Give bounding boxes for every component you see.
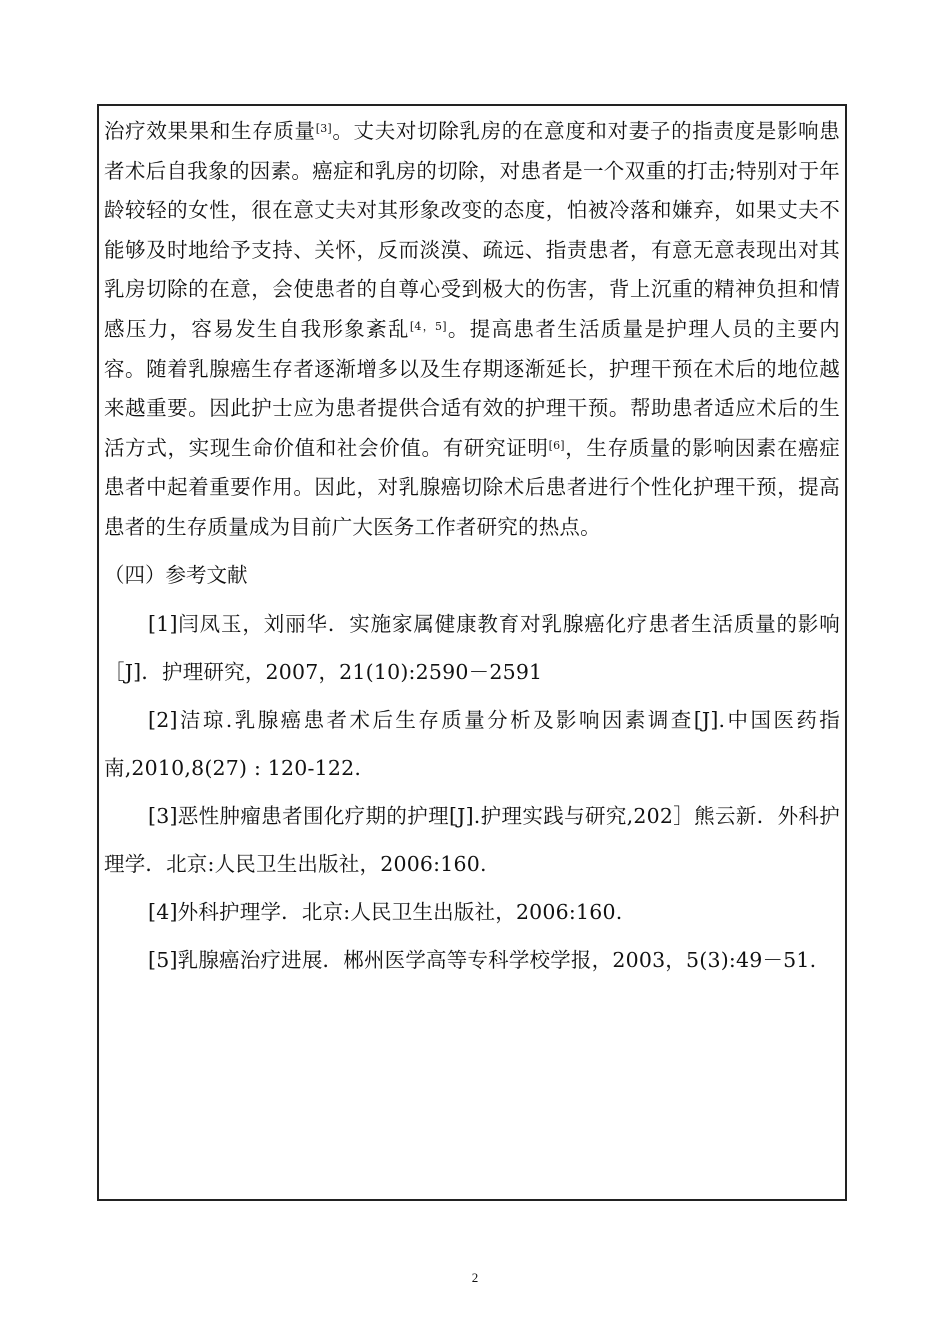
reference-item-3: [3]恶性肿瘤患者围化疗期的护理[J].护理实践与研究,202］熊云新．外科护理学．北京:人民卫生出版社，2006:160.: [104, 803, 840, 876]
paragraph-text-4: ，生存质量的影响因素在癌症患者中起着重要作用。因此，对乳腺癌切除术后患者进行个性化护理干预，提高患者的生存质量成为目前广大医务工作者研究的热点。: [104, 435, 840, 539]
citation-4-5: [4，5]: [409, 319, 447, 333]
reference-list: [104, 600, 840, 984]
reference-item-1: [1]闫凤玉，刘丽华．实施家属健康教育对乳腺癌化疗患者生活质量的影响［J]．护理研究，2007，21(10):2590－2591: [104, 611, 840, 684]
citation-3: [3]: [315, 122, 332, 135]
section-title: （四）参考文献: [104, 562, 248, 587]
body-paragraph: [104, 106, 840, 548]
paragraph-text-2: 。丈夫对切除乳房的在意度和对妻子的指责度是影响患者术后自我象的因素。癌症和乳房的切除，对患者是一个双重的打击;特别对于年龄较轻的女性，很在意丈夫对其形象改变的态度，怕被冷落和嫌弃，如果丈夫不能够及时地给予支持、关怀，反而淡漠、疏远、指责患者，有意无意表现出对其乳房切除的在意，会使患者的自尊心受到极大的伤害，背上沉重的精神负担和情感压力，容易发生自我形象紊乱: [104, 119, 840, 341]
citation-6: [6]: [548, 438, 565, 452]
reference-item-2: [2]洁琼.乳腺癌患者术后生存质量分析及影响因素调查[J].中国医药指南,2010,8(27) : 120-122.: [104, 707, 840, 780]
page-number: 2: [471, 1270, 479, 1285]
document-frame: [97, 104, 847, 1201]
reference-item-5: [5]乳腺癌治疗进展．郴州医学高等专科学校学报，2003，5(3):49－51.: [148, 947, 817, 972]
paragraph-text-3: 。提高患者生活质量是护理人员的主要内容。随着乳腺癌生存者逐渐增多以及生存期逐渐延长，护理干预在术后的地位越来越重要。因此护士应为患者提供合适有效的护理干预。帮助患者适应术后的生活方式，实现生命价值和社会价值。有研究证明: [104, 316, 840, 460]
reference-item-4: [4]外科护理学．北京:人民卫生出版社，2006:160.: [148, 899, 623, 924]
paragraph-text-1: 治疗效果果和生存质量: [104, 119, 316, 143]
